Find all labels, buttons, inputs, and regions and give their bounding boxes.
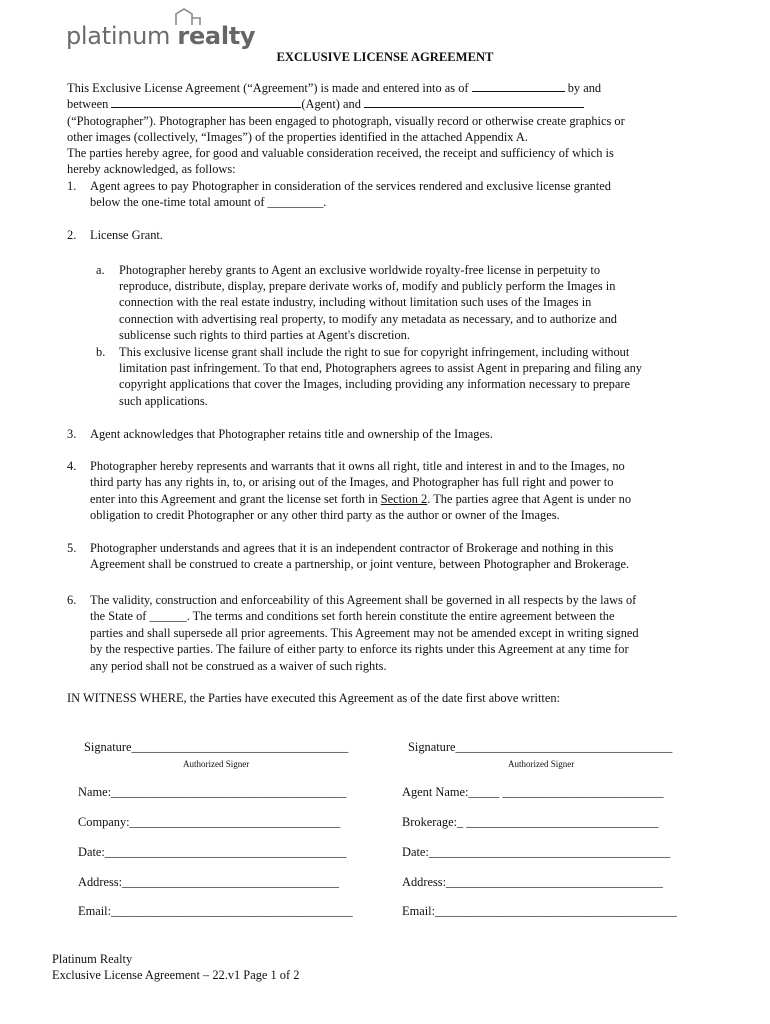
photographer-blank[interactable]: [364, 96, 584, 108]
clause-2b-line-3: copyright applications that cover the Images, including providing any information necessary to prepare: [119, 377, 630, 391]
clause-6-line-4: by the respective parties. The failure of either party to enforce its rights under this Agreement at any time for: [90, 642, 629, 656]
clause-2a-line-2: reproduce, distribute, display, prepare derivate works of, modify and publicly perform the Images in: [119, 279, 616, 293]
clause-4-number: 4.: [67, 459, 77, 473]
agent-name-field[interactable]: Agent Name:_____ __________________________: [402, 785, 664, 799]
clause-2b-line-4: such applications.: [119, 394, 208, 408]
left-address-field[interactable]: Address:___________________________________: [78, 875, 339, 889]
clause-4-line-4: obligation to credit Photographer or any other third party as the author or owner of the Images.: [90, 508, 560, 522]
clause-4-line-1: Photographer hereby represents and warrants that it owns all right, title and interest in and to the Images, no: [90, 459, 625, 473]
clause-6-line-3: parties and shall supersede all prior agreements. This Agreement may not be amended except in writing signed: [90, 626, 639, 640]
clause-5-line-1: Photographer understands and agrees that it is an independent contractor of Brokerage and nothing in this: [90, 541, 614, 555]
clause-2a-line-1: Photographer hereby grants to Agent an exclusive worldwide royalty-free license in perpetuity to: [119, 263, 601, 277]
clause-2a-line-4: connection with advertising real property, to modify any metadata as necessary, and to authorize and: [119, 312, 617, 326]
intro-line-1: This Exclusive License Agreement (“Agreement”) is made and entered into as of by and: [67, 81, 602, 95]
right-authorized-signer-label: Authorized Signer: [508, 759, 575, 769]
agent-blank[interactable]: [111, 96, 301, 108]
logo-wordmark: platinum realty: [66, 22, 256, 50]
intro-line-3: (“Photographer”). Photographer has been engaged to photograph, visually record or otherwise create graphics or: [67, 114, 625, 128]
clause-2-heading: License Grant.: [90, 228, 163, 242]
clause-1-line-2: below the one-time total amount of _________.: [90, 195, 327, 209]
clause-4-line-3: enter into this Agreement and grant the license set forth in Section 2. The parties agree that Agent is under no: [90, 492, 632, 506]
intro-line-5: The parties hereby agree, for good and valuable consideration received, the receipt and sufficiency of which is: [67, 146, 614, 160]
footer-company: Platinum Realty: [52, 952, 133, 966]
intro-line-6: hereby acknowledged, as follows:: [67, 162, 236, 176]
clause-2a-line-3: connection with the real estate industry, including without limitation such uses of the Images in: [119, 295, 592, 309]
left-signature-field[interactable]: Signature___________________________________: [84, 740, 349, 754]
clause-6-line-5: any period shall not be construed as a waiver of such rights.: [90, 659, 387, 673]
clause-2a-letter: a.: [96, 263, 105, 277]
date-blank[interactable]: [472, 80, 565, 92]
clause-3-line-1: Agent acknowledges that Photographer retains title and ownership of the Images.: [90, 427, 493, 441]
witness-statement: IN WITNESS WHERE, the Parties have executed this Agreement as of the date first above written:: [67, 691, 560, 705]
clause-2b-line-1: This exclusive license grant shall include the right to sue for copyright infringement, including without: [119, 345, 630, 359]
footer-page-info: Exclusive License Agreement – 22.v1 Page 1 of 2: [52, 968, 300, 982]
intro-line-2: between (Agent) and: [67, 96, 584, 112]
left-company-field[interactable]: Company:__________________________________: [78, 815, 341, 829]
clause-1-number: 1.: [67, 179, 77, 193]
clause-3-number: 3.: [67, 427, 77, 441]
clause-2a-line-5: sublicense such rights to third parties at Agent's discretion.: [119, 328, 410, 342]
document-title: EXCLUSIVE LICENSE AGREEMENT: [276, 50, 494, 64]
clause-2b-letter: b.: [96, 345, 106, 359]
clause-6-number: 6.: [67, 593, 77, 607]
brokerage-field[interactable]: Brokerage:_ _______________________________: [402, 815, 659, 829]
left-email-field[interactable]: Email:_______________________________________: [78, 904, 353, 918]
clause-2-number: 2.: [67, 228, 77, 242]
left-name-field[interactable]: Name:______________________________________: [78, 785, 347, 799]
clause-2b-line-2: limitation past infringement. To that end, Photographers agrees to assist Agent in preparing and filing any: [119, 361, 642, 375]
section-2-link[interactable]: Section 2: [380, 492, 428, 506]
clause-6-line-2: the State of ______. The terms and conditions set forth herein constitute the entire agreement between the: [90, 609, 615, 623]
right-signature-field[interactable]: Signature___________________________________: [408, 740, 673, 754]
right-address-field[interactable]: Address:___________________________________: [402, 875, 663, 889]
clause-5-number: 5.: [67, 541, 77, 555]
clause-1-line-1: Agent agrees to pay Photographer in consideration of the services rendered and exclusive license granted: [90, 179, 611, 193]
intro-line-4: other images (collectively, “Images”) of the properties identified in the attached Appendix A.: [67, 130, 528, 144]
clause-6-line-1: The validity, construction and enforceability of this Agreement shall be governed in all respects by the laws of: [90, 593, 637, 607]
clause-5-line-2: Agreement shall be construed to create a partnership, or joint venture, between Photographer and Brokerage.: [90, 557, 630, 571]
clause-4-line-2: third party has any rights in, to, or arising out of the Images, and Photographer has full right and power to: [90, 475, 614, 489]
left-date-field[interactable]: Date:_______________________________________: [78, 845, 347, 859]
left-authorized-signer-label: Authorized Signer: [183, 759, 250, 769]
right-date-field[interactable]: Date:_______________________________________: [402, 845, 671, 859]
right-email-field[interactable]: Email:_______________________________________: [402, 904, 677, 918]
